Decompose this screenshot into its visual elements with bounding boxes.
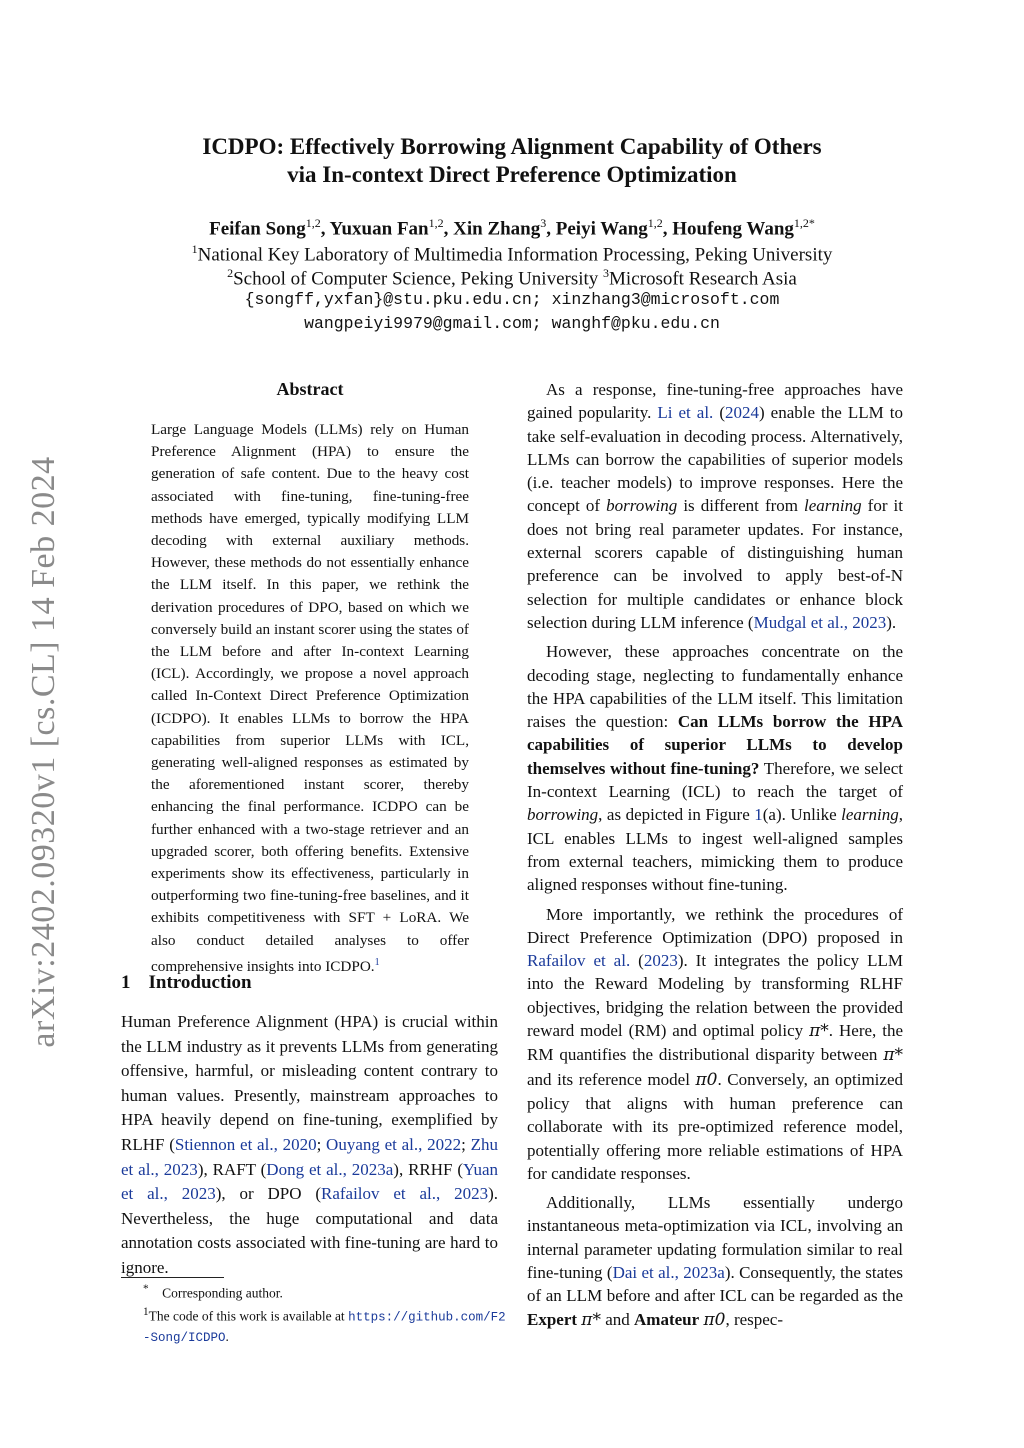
footnotes <box>121 1280 511 1348</box>
citation-link[interactable]: Dai et al., 2023a <box>612 1262 725 1282</box>
citation-link[interactable]: Rafailov et al. <box>527 951 631 971</box>
citation-link[interactable]: Li et al. <box>657 403 714 423</box>
citation-link[interactable]: 2024 <box>725 403 759 423</box>
affiliation-1: $^1$National Key Laboratory of Multimedia Information Processing, Peking University <box>191 242 833 266</box>
footnote-code: $^1$The code of this work is available at https://github.com/F2-Song/ICDPO. <box>143 1305 506 1345</box>
author-emails-1: {songff,yxfan}@stu.pku.edu.cn; xinzhang3@microsoft.com <box>244 290 780 309</box>
citation-link[interactable]: Zhu et al., 2023 <box>121 1134 498 1179</box>
math-pi-0: π0 <box>703 1309 726 1330</box>
math-pi-0: π0 <box>695 1069 718 1090</box>
footnote-rule <box>121 1277 224 1278</box>
citation-link[interactable]: Stiennon et al., 2020 <box>174 1134 317 1154</box>
arxiv-side-stamp: arXiv:2402.09320v1 [cs.CL] 14 Feb 2024 <box>25 456 62 1048</box>
author-name: Houfeng Wang <box>672 218 794 240</box>
affiliation-2-3: $^2$School of Computer Science, Peking University $^3$Microsoft Research Asia <box>227 266 797 290</box>
author-name: Xin Zhang <box>453 218 541 240</box>
footnote-ref[interactable]: 1 <box>374 956 380 968</box>
introduction-paragraph: Human Preference Alignment (HPA) is crucial within the LLM industry as it prevents LLMs from generating offensive, harmful, or misleading content contrary to human values. Presently, mainstream approaches to HPA heavily depend on fine-tuning, exemplified by RLHF (Stiennon et al., 2020; Ouyang et al., 2022; Zhu et al., 2023), RAFT (Dong et al., 2023a), RRHF (Yuan et al., 2023), or DPO (Rafailov et al., 2023). Nevertheless, the huge computational and data annotation costs associated with fine-tuning are hard to ignore. <box>121 1012 498 1277</box>
citation-link[interactable]: Ouyang et al., 2022 <box>326 1134 462 1154</box>
paragraph: More importantly, we rethink the procedures of Direct Preference Optimization (DPO) proposed in Rafailov et al. (2023). It integrates the policy LLM into the Reward Modeling by transforming RLHF objectives, bridging the relation between the provided reward model (RM) and optimal policy π*. Here, the RM quantifies the distributional disparity between π* and its reference model π0. Conversely, an optimized policy that aligns with human preference can collaborate with its pre-optimized reference model, potentially offering more reliable estimations of HPA for candidate responses. <box>527 904 904 1183</box>
abstract-heading: Abstract <box>276 379 344 399</box>
abstract-body: Large Language Models (LLMs) rely on Human Preference Alignment (HPA) to ensure the generation of safe content. Due to the heavy cost associated with fine-tuning, fine-tuning-free methods have emerged, typically modifying LLM decoding with external auxiliary methods. However, these methods do not essentially enhance the LLM itself. In this paper, we rethink the derivation procedures of DPO, based on which we conversely build an instant scorer using the states of the LLM before and after In-context Learning (ICL). Accordingly, we propose a novel approach called In-Context Direct Preference Optimization (ICDPO). It enables LLMs to borrow the HPA capabilities from superior LLMs with ICL, generating well-aligned responses as estimated by the aforementioned instant scorer, thereby enhancing the final performance. ICDPO can be further enhanced with a two-stage retriever and an upgraded scorer, both offering benefits. Extensive experiments show its effectiveness, particularly in outperforming two fine-tuning-free baselines, and it exhibits competitiveness with SFT + LoRA. We also conduct detailed analyses to offer comprehensive insights into ICDPO.$^1$ <box>151 421 469 975</box>
math-pi-star: π* <box>883 1045 903 1066</box>
section-heading-introduction: 1 Introduction <box>121 972 252 993</box>
paper-title-line-1: ICDPO: Effectively Borrowing Alignment Capability of Others <box>202 134 822 159</box>
citation-link[interactable]: 2023 <box>643 951 678 971</box>
citation-link[interactable]: Mudgal et al., 2023 <box>753 612 887 632</box>
citation-link[interactable]: Yuan et al., 2023 <box>121 1159 498 1204</box>
author-emails-2: wangpeiyi9979@gmail.com; wanghf@pku.edu.cn <box>304 314 720 333</box>
author-name: Yuxuan Fan <box>329 218 429 240</box>
footnote-corresponding: * Corresponding author. <box>143 1283 283 1301</box>
code-url-link[interactable]: https://github.com/F2-Song/ICDPO <box>143 1310 506 1345</box>
right-column-text <box>527 378 903 1332</box>
figure-ref-link[interactable]: 1 <box>754 805 763 825</box>
citation-link[interactable]: Dong et al., 2023a <box>266 1159 394 1179</box>
math-pi-star: π* <box>809 1021 829 1042</box>
author-name: Feifan Song <box>209 218 306 240</box>
paper-title-line-2: via In-context Direct Preference Optimization <box>287 162 737 187</box>
citation-link[interactable]: Rafailov et al., 2023 <box>320 1184 489 1204</box>
author-name: Peiyi Wang <box>555 218 648 240</box>
author-list: Feifan Song$^{1,2}$, Yuxuan Fan$^{1,2}$, Xin Zhang$^3$, Peiyi Wang$^{1,2}$, Houfeng Wang$^{1,2*}$ <box>209 216 815 240</box>
paragraph: Additionally, LLMs essentially undergo instantaneous meta-optimization via ICL, involving an internal parameter updating formulation similar to real fine-tuning (Dai et al., 2023a). Consequently, the states of an LLM before and after ICL can be regarded as the Expert π* and Amateur π0, respec- <box>527 1193 903 1330</box>
paragraph: However, these approaches concentrate on the decoding stage, neglecting to fundamentally enhance the HPA capabilities of the LLM itself. This limitation raises the question: Can LLMs borrow the HPA capabilities of superior LLMs to develop themselves without fine-tuning? Therefore, we select In-context Learning (ICL) to reach the target of borrowing, as depicted in Figure 1(a). Unlike learning, ICL enables LLMs to ingest well-aligned samples from external teachers, mimicking them to produce aligned responses without fine-tuning. <box>527 642 904 895</box>
paragraph: As a response, fine-tuning-free approaches have gained popularity. Li et al. (2024) enable the LLM to take self-evaluation in decoding process. Alternatively, LLMs can borrow the capabilities of superior models (i.e. teacher models) to improve responses. Here the concept of borrowing is different from learning for it does not bring real parameter updates. For instance, external scorers capable of distinguishing human preference can be involved to apply best-of-N selection for multiple candidates or enhance block selection during LLM inference (Mudgal et al., 2023). <box>527 380 903 632</box>
math-pi-star: π* <box>581 1309 601 1330</box>
